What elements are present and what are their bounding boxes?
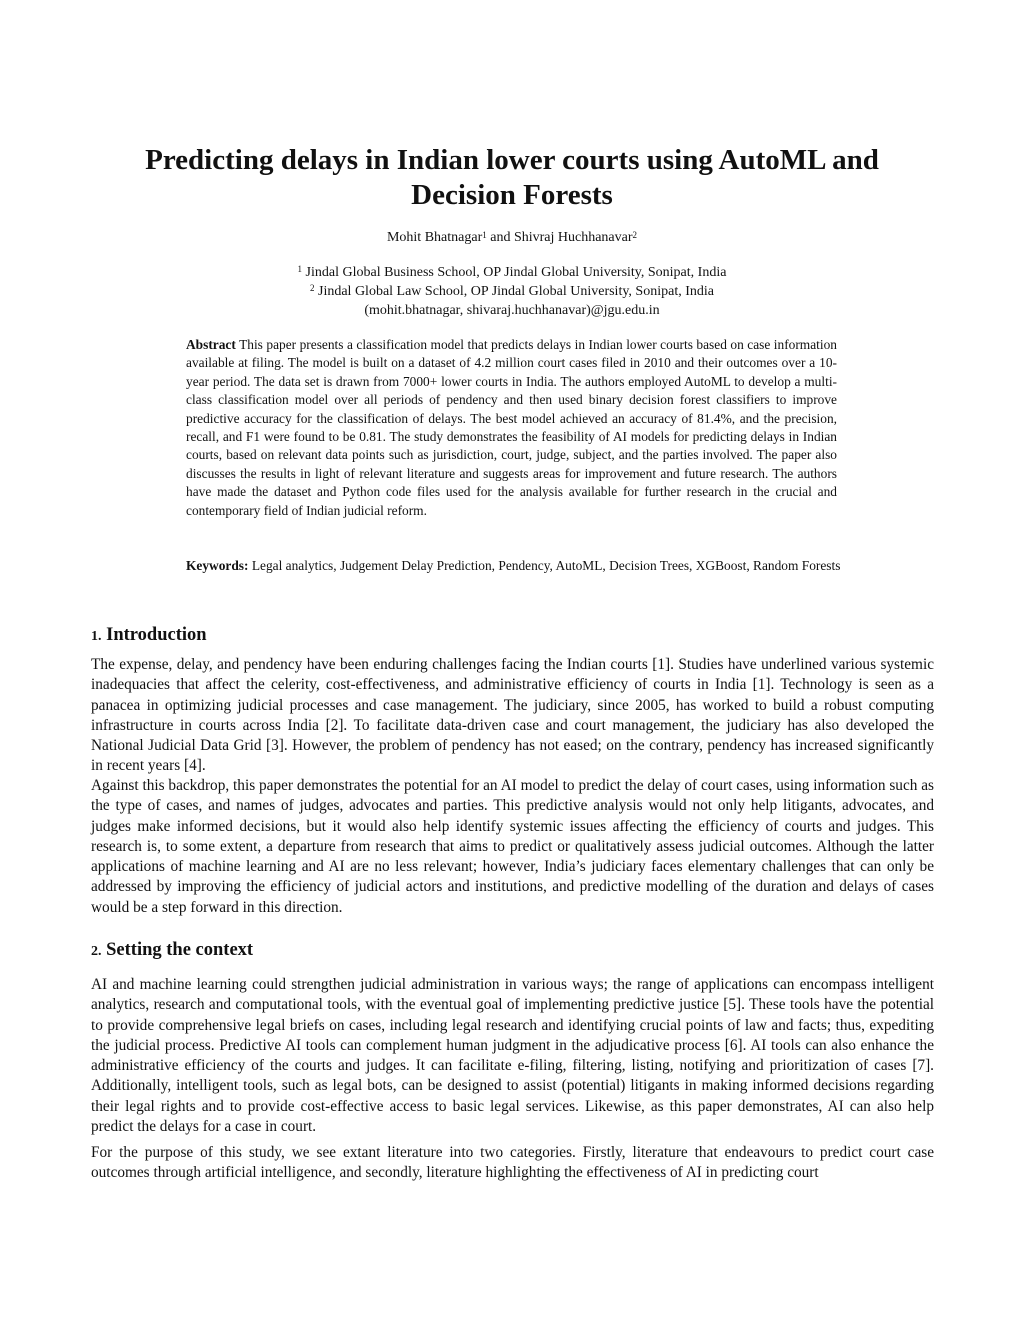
- affiliation-text: Jindal Global Law School, OP Jindal Global University, Sonipat, India: [314, 284, 714, 299]
- affiliation-superscript: 1: [297, 264, 303, 274]
- section-heading-introduction: [91, 623, 207, 649]
- abstract-label: Abstract: [186, 337, 236, 352]
- author-name: Mohit Bhatnagar: [386, 230, 483, 245]
- affiliations: [100, 263, 924, 320]
- abstract-text: This paper presents a classification model that predicts delays in Indian lower courts based on case information available at filing. The model is built on a dataset of 4.2 million court cases filed in 2010 and their outcomes over a 10-year period. The data set is drawn from 7000+ lower courts in India. The authors employed AutoML to develop a multi-class classification model over all periods of pendency and then used binary decision forest classifiers to improve predictive accuracy for the classification of delays. The best model achieved an accuracy of 81.4%, and the precision, recall, and F1 were found to be 0.81. The study demonstrates the feasibility of AI models for predicting delays in Indian courts, based on relevant data points such as jurisdiction, court, judge, subject, and the parties involved. The paper also discusses the results in light of relevant literature and suggests areas for improvement and future research. The authors have made the dataset and Python code files used for the analysis available for further research in the crucial and contemporary field of Indian judicial reform.: [186, 337, 837, 518]
- author-superscript: 1: [482, 230, 487, 240]
- keywords-text: Legal analytics, Judgement Delay Prediction, Pendency, AutoML, Decision Trees, XGBoost, Random Forests: [248, 558, 841, 573]
- author-joiner: and: [486, 230, 514, 245]
- section-number: 1.: [91, 629, 102, 644]
- affiliation-superscript: 2: [310, 283, 315, 293]
- section-number: 2.: [91, 944, 102, 959]
- paper-title: Predicting delays in Indian lower courts using AutoML and Decision Forests: [145, 144, 879, 211]
- affiliation-line: [100, 282, 924, 301]
- author-superscript: 2: [632, 230, 638, 240]
- author-name: Shivraj Huchhanavar: [513, 230, 633, 245]
- keywords-label: Keywords:: [186, 558, 249, 573]
- affiliation-line: [100, 263, 924, 282]
- section-title: Introduction: [101, 625, 207, 645]
- abstract: [186, 336, 837, 520]
- author-emails: (mohit.bhatnagar, shivaraj.huchhanavar)@jgu.edu.in: [364, 303, 660, 318]
- paragraph: For the purpose of this study, we see extant literature into two categories. Firstly, literature that endeavours to predict court case outcomes through artificial intelligence, and secondly, literature highlighting the effectiveness of AI in predicting court: [91, 1144, 934, 1182]
- section-heading-setting-the-context: [91, 938, 253, 964]
- paragraph: AI and machine learning could strengthen judicial administration in various ways; the range of applications can encompass intelligent analytics, research and computational tools, with the eventual goal of implementing predictive justice [5]. These tools have the potential to provide comprehensive legal briefs on cases, including legal research and identifying crucial points of law and facts; thus, expediting the judicial process. Predictive AI tools can complement human judgment in the adjudicative process [6]. AI tools can also enhance the administrative efficiency of the courts and judges. It can facilitate e-filing, filtering, listing, notifying and prioritization of cases [7]. Additionally, intelligent tools, such as legal bots, can be designed to assist (potential) litigants in making informed decisions regarding their legal rights and to provide cost-effective access to basic legal services. Likewise, as this paper demonstrates, AI can also help predict the delays for a case in court.: [91, 976, 934, 1136]
- affiliation-text: Jindal Global Business School, OP Jindal Global University, Sonipat, India: [302, 265, 727, 280]
- section-title: Setting the context: [101, 940, 254, 960]
- paragraph: Against this backdrop, this paper demonstrates the potential for an AI model to predict the delay of court cases, using information such as the type of cases, and names of judges, advocates and parties. This predictive analysis would not only help litigants, advocates, and judges make informed decisions, but it would also help identify systemic issues affecting the efficiency of courts and judges. This research is, to some extent, a departure from research that aims to predict or qualitatively assess judicial outcomes. Although the latter applications of machine learning and AI are no less relevant; however, India’s judiciary faces elementary challenges that can only be addressed by improving the efficiency of judicial actors and institutions, and predictive modelling of the duration and delays of cases would be a step forward in this direction.: [91, 777, 934, 916]
- author-line: [100, 228, 924, 248]
- keywords: [186, 557, 850, 575]
- paragraph: The expense, delay, and pendency have been enduring challenges facing the Indian courts [1]. Studies have underlined various systemic inadequacies that affect the celerity, cost-effectiveness, and administrative efficiency of courts in India [1]. Technology is seen as a panacea in optimizing judicial processes and case management. The judiciary, since 2005, has worked to build a robust computing infrastructure in courts across India [2]. To facilitate data-driven case and court management, the judiciary has also developed the National Judicial Data Grid [3]. However, the problem of pendency has not eased; on the contrary, pendency has increased significantly in recent years [4].: [91, 656, 934, 775]
